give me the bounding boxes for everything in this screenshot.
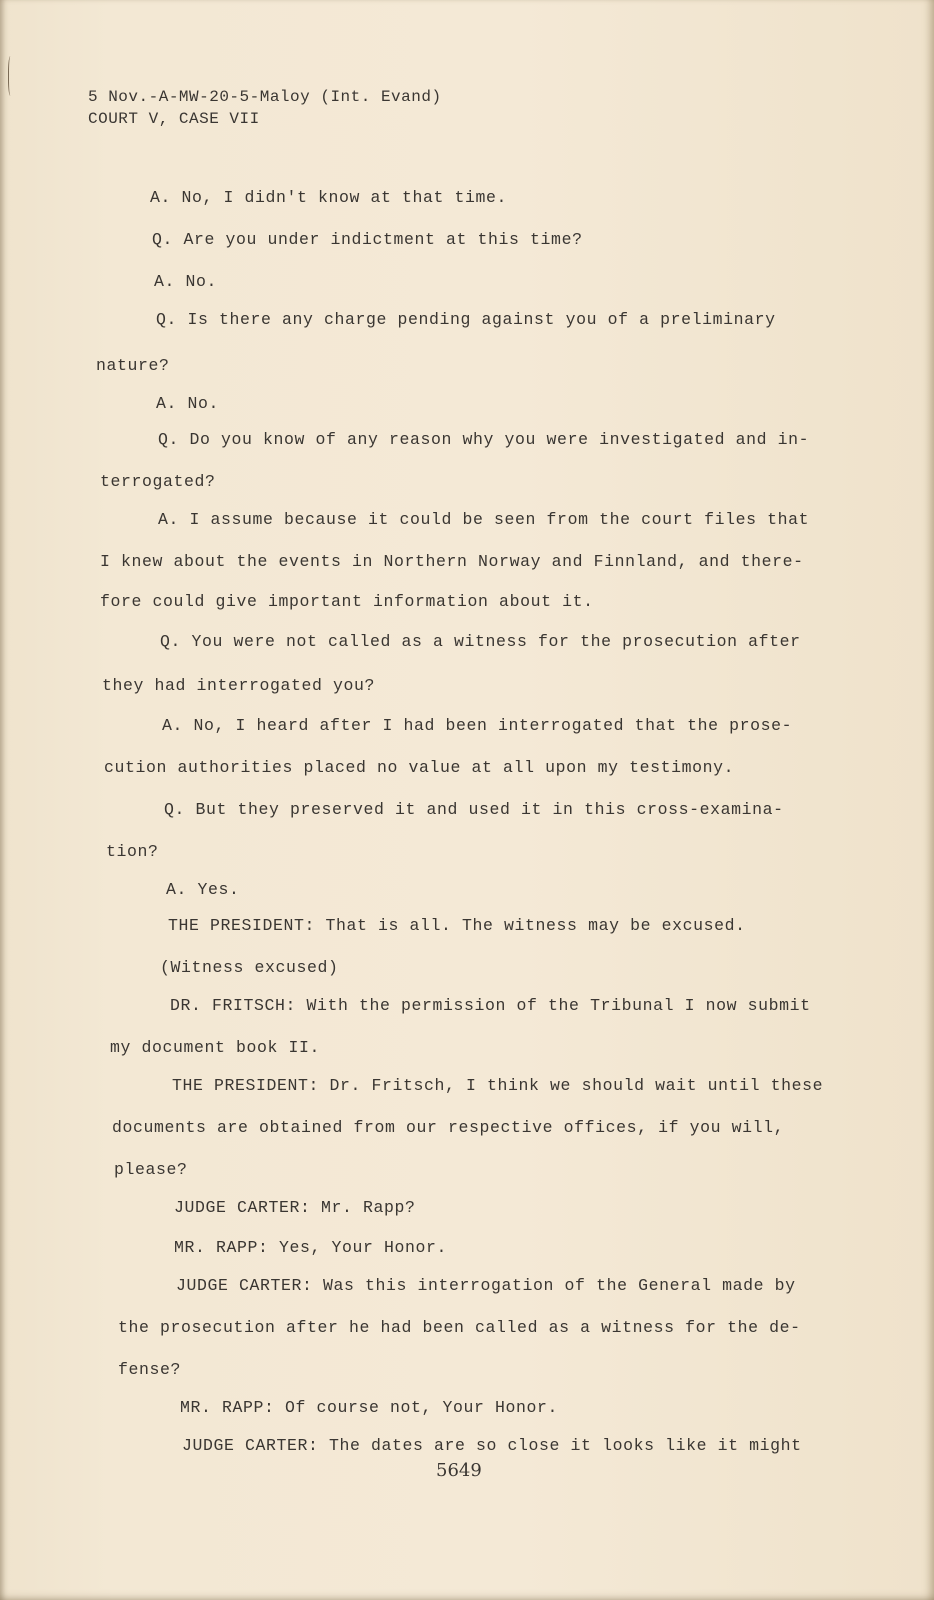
text-line: THE PRESIDENT: Dr. Fritsch, I think we should wait until these [172,1076,824,1095]
text-line: fense? [118,1360,182,1379]
text-line: A. No, I heard after I had been interrogated that the prose- [162,716,793,735]
text-line: Q. Do you know of any reason why you were investigated and in- [158,430,810,449]
text-line: JUDGE CARTER: Mr. Rapp? [174,1198,416,1217]
text-line: documents are obtained from our respective offices, if you will, [112,1118,785,1137]
text-line: cution authorities placed no value at all upon my testimony. [104,758,735,777]
page-number: 5649 [436,1460,482,1481]
header-line-2: COURT V, CASE VII [88,110,260,128]
header-line-1: 5 Nov.-A-MW-20-5-Maloy (Int. Evand) [88,88,442,106]
text-line: A. I assume because it could be seen from the court files that [158,510,810,529]
text-line: Q. Is there any charge pending against you of a preliminary [156,310,776,329]
text-line: nature? [96,356,170,375]
text-line: Q. You were not called as a witness for the prosecution after [160,632,801,651]
text-line: JUDGE CARTER: Was this interrogation of the General made by [176,1276,796,1295]
text-line: the prosecution after he had been called as a witness for the de- [118,1318,801,1337]
text-line: (Witness excused) [160,958,339,977]
text-line: A. No, I didn't know at that time. [150,188,508,207]
text-line: please? [114,1160,188,1179]
text-line: MR. RAPP: Yes, Your Honor. [174,1238,448,1257]
text-line: they had interrogated you? [102,676,376,695]
text-line: THE PRESIDENT: That is all. The witness may be excused. [168,916,746,935]
text-line: JUDGE CARTER: The dates are so close it looks like it might [182,1436,802,1455]
text-line: DR. FRITSCH: With the permission of the Tribunal I now submit [170,996,811,1015]
text-line: MR. RAPP: Of course not, Your Honor. [180,1398,559,1417]
text-line: my document book II. [110,1038,321,1057]
text-line: A. No. [156,394,220,413]
text-line: A. No. [154,272,218,291]
text-line: A. Yes. [166,880,240,899]
text-line: I knew about the events in Northern Norway and Finnland, and there- [100,552,804,571]
text-line: tion? [106,842,159,861]
text-line: fore could give important information about it. [100,592,594,611]
text-line: terrogated? [100,472,216,491]
text-line: Q. Are you under indictment at this time? [152,230,583,249]
paper-edge-mark [8,56,14,96]
text-line: Q. But they preserved it and used it in this cross-examina- [164,800,784,819]
